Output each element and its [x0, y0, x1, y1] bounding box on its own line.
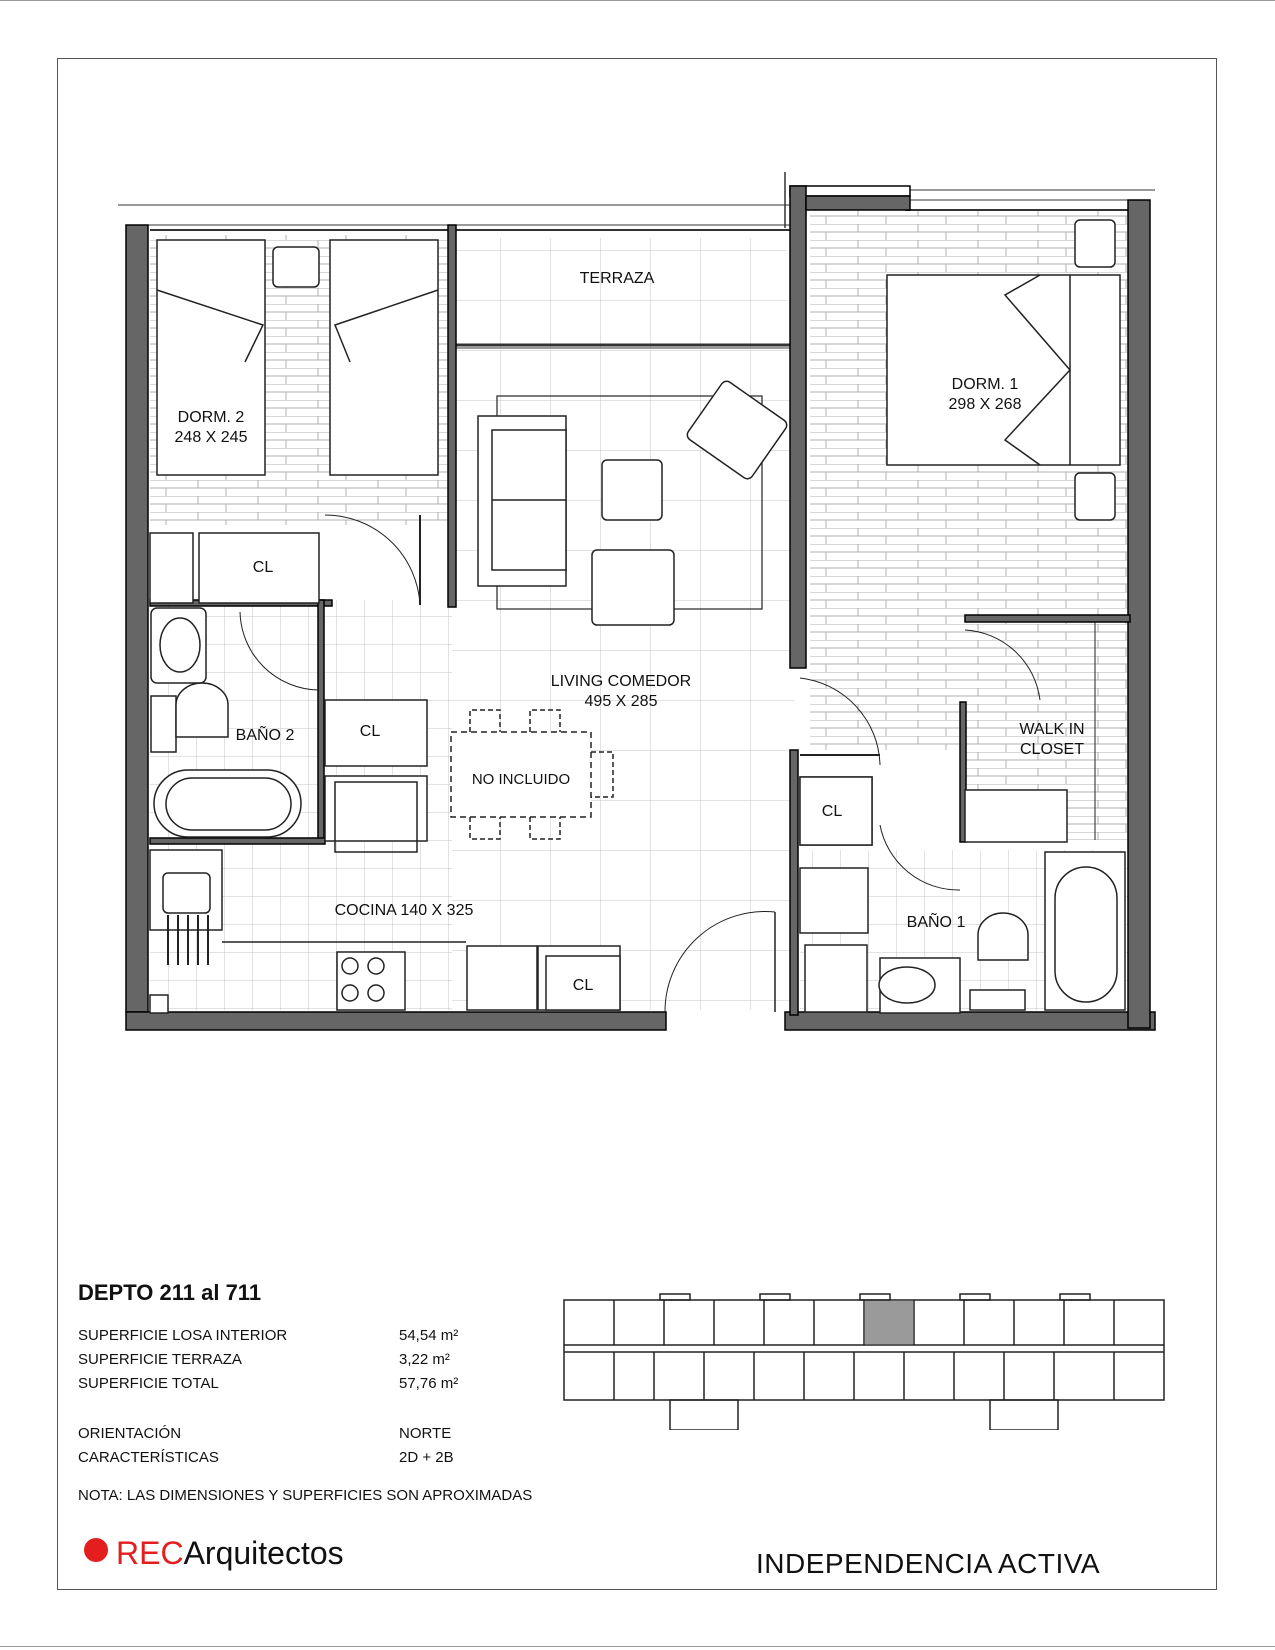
- dorm2-dim: 248 X 245: [174, 429, 248, 446]
- spec-label: SUPERFICIE TOTAL: [78, 1375, 219, 1392]
- disclaimer-note: NOTA: LAS DIMENSIONES Y SUPERFICIES SON APROXIMADAS: [78, 1487, 533, 1504]
- spec-label: SUPERFICIE TERRAZA: [78, 1351, 242, 1368]
- spec-label: SUPERFICIE LOSA INTERIOR: [78, 1327, 288, 1344]
- kitchen-label: COCINA 140 X 325: [334, 902, 474, 919]
- bath2-label: BAÑO 2: [235, 727, 295, 744]
- logo-accent: REC: [116, 1535, 184, 1571]
- terrace-label: TERRAZA: [579, 270, 655, 287]
- architect-logo: [84, 1535, 344, 1572]
- living-name: LIVING COMEDOR: [550, 673, 692, 690]
- unit-highlight: [865, 1301, 913, 1344]
- project-name: INDEPENDENCIA ACTIVA: [756, 1548, 1101, 1579]
- logo-name: Arquitectos: [183, 1535, 344, 1571]
- closet-label-dorm2: CL: [252, 559, 274, 576]
- closet-label-bath2: CL: [359, 723, 381, 740]
- spec-value: 3,22 m²: [399, 1351, 450, 1368]
- spec-value: NORTE: [399, 1425, 452, 1442]
- closet-label-bath1: CL: [821, 803, 843, 820]
- bottom-border-line: [0, 1646, 1275, 1647]
- spec-value: 54,54 m²: [399, 1327, 459, 1344]
- dorm1-name: DORM. 1: [951, 376, 1019, 393]
- bath1-label: BAÑO 1: [906, 914, 966, 931]
- logo-dot-icon: [84, 1538, 108, 1562]
- living-dim: 495 X 285: [584, 693, 658, 710]
- dining-not-included-label: NO INCLUIDO: [471, 771, 571, 788]
- closet-label-kitchen: CL: [572, 977, 594, 994]
- spec-label: CARACTERÍSTICAS: [78, 1449, 219, 1466]
- spec-label: ORIENTACIÓN: [78, 1425, 182, 1442]
- spec-value: 57,76 m²: [399, 1375, 459, 1392]
- walkin-label-1: WALK IN: [1019, 721, 1085, 738]
- walkin-label-2: CLOSET: [1019, 741, 1085, 758]
- terrace-floor: [452, 238, 787, 348]
- building-key-plan: [560, 1290, 1170, 1430]
- dorm2-name: DORM. 2: [177, 409, 245, 426]
- unit-title: DEPTO 211 al 711: [78, 1280, 262, 1305]
- spec-value: 2D + 2B: [399, 1449, 454, 1466]
- dorm1-dim: 298 X 268: [948, 396, 1022, 413]
